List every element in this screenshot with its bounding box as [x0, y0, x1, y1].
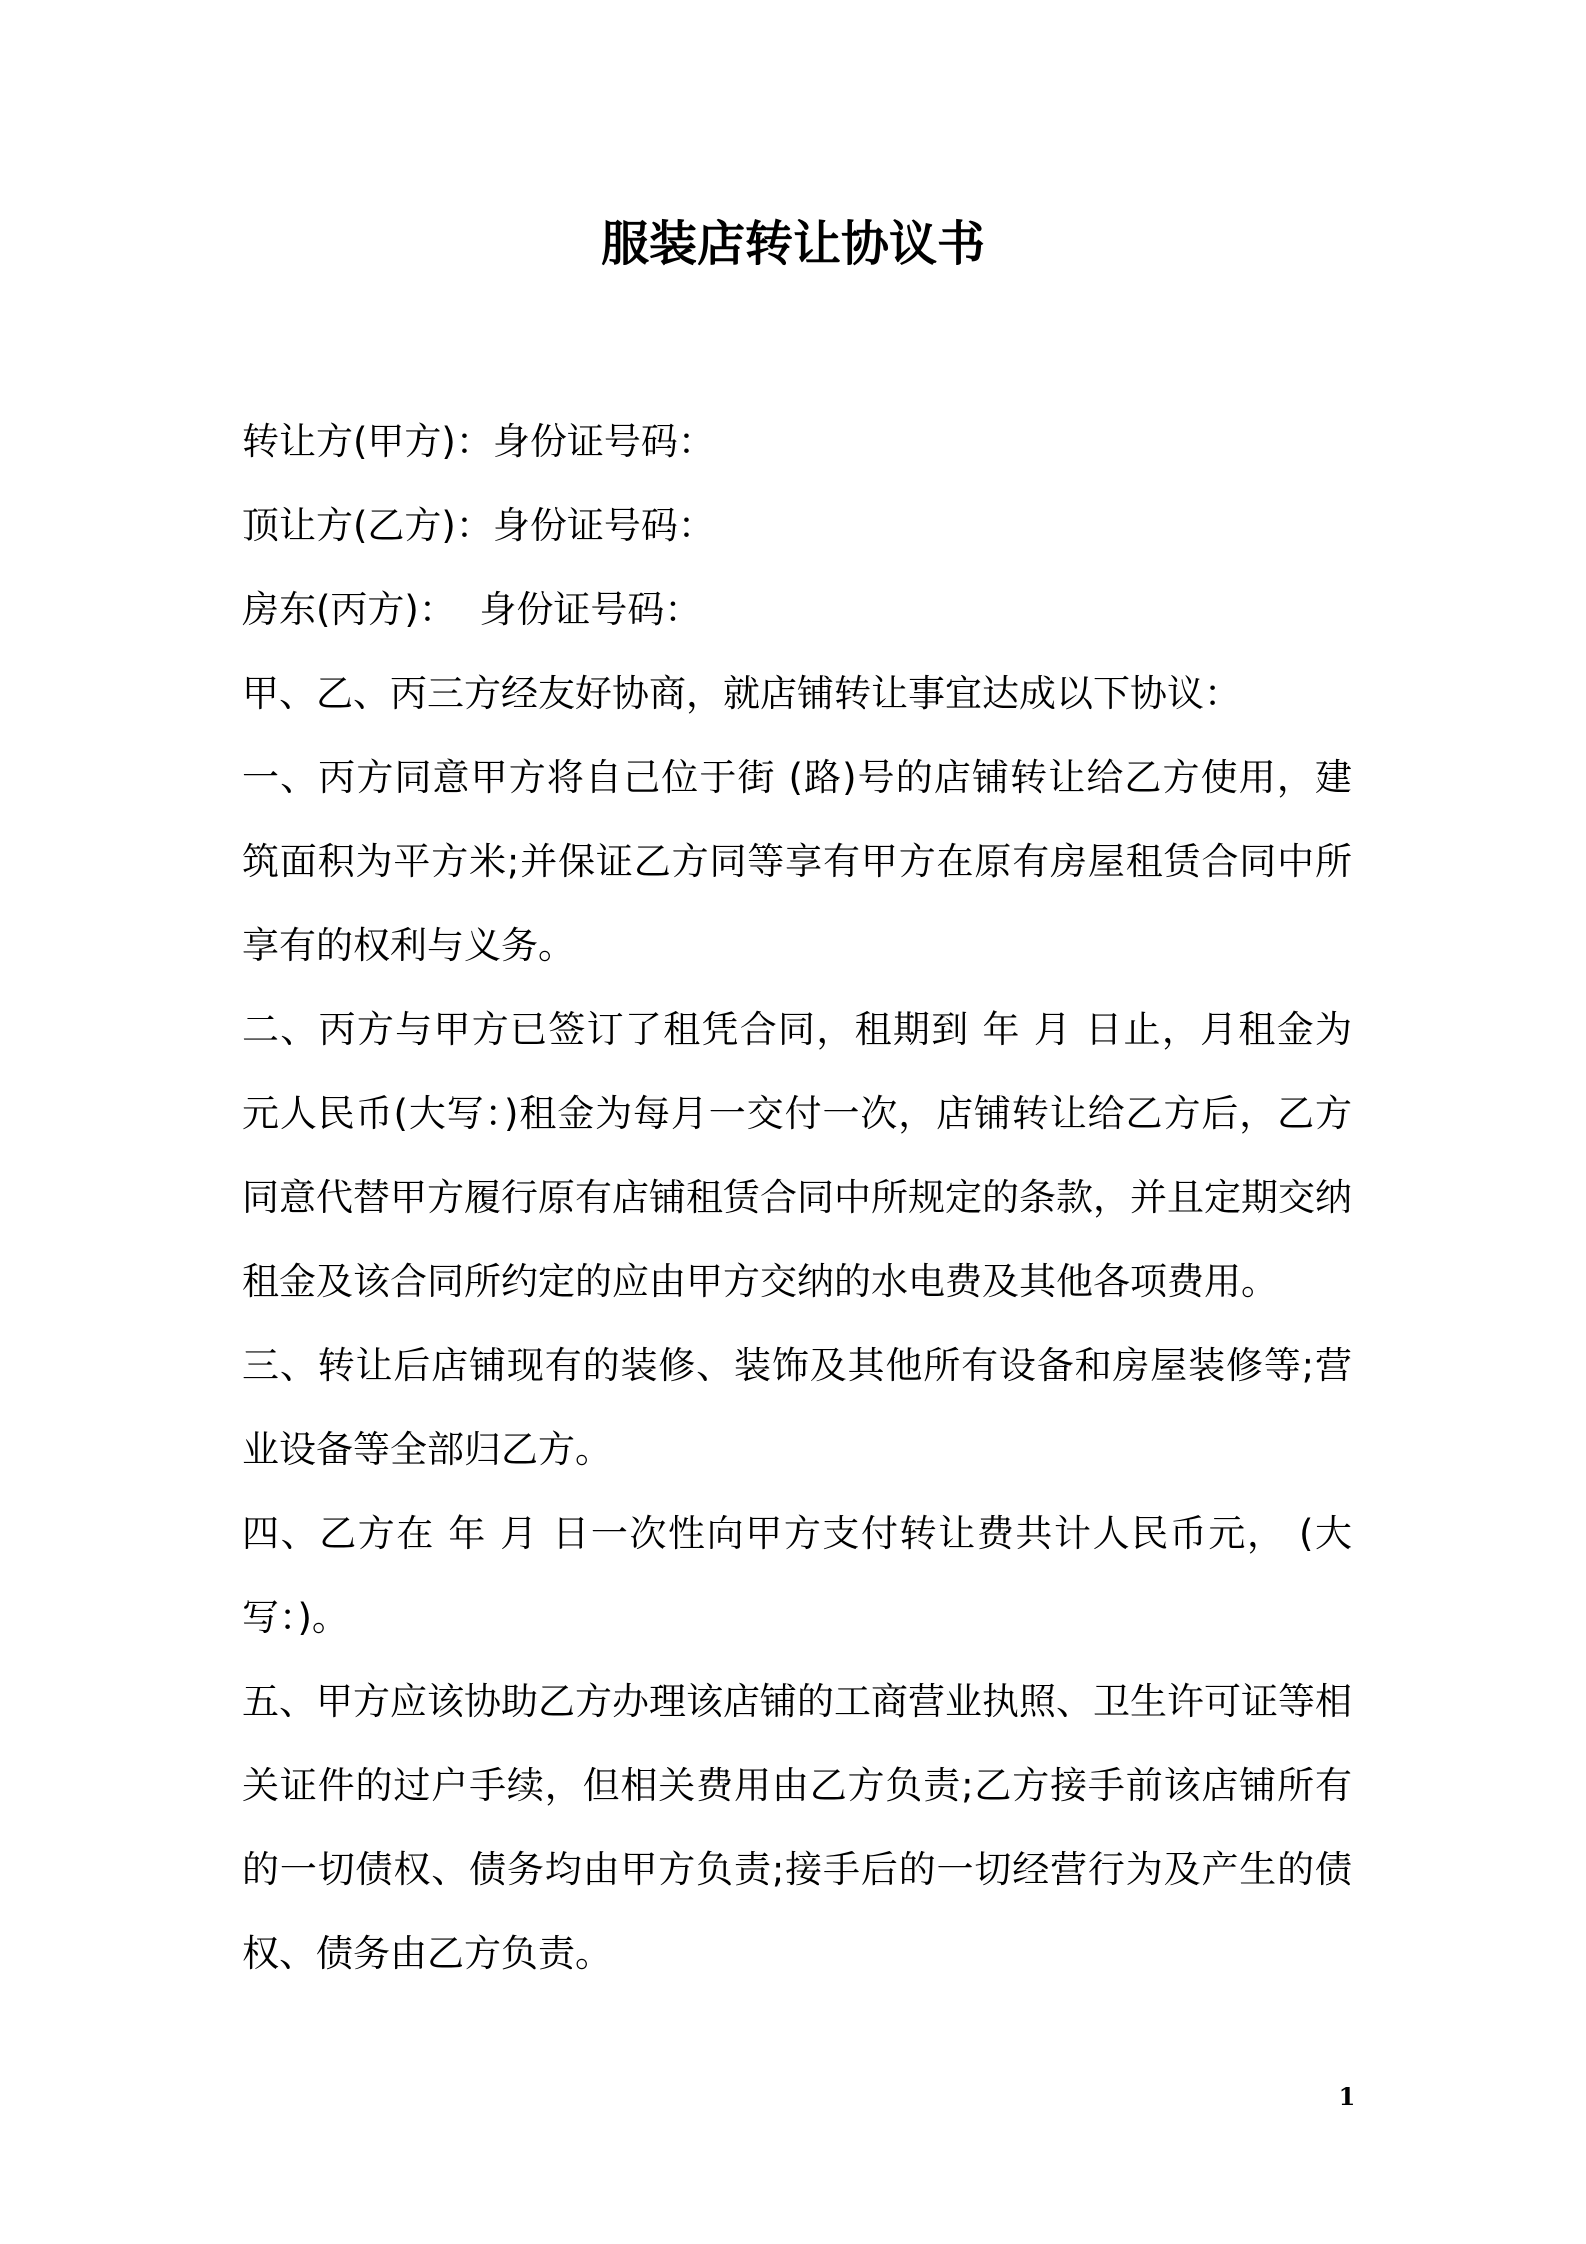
- party-landlord-line: 房东(丙方)： 身份证号码：: [242, 588, 702, 631]
- intro-paragraph: 甲、乙、丙三方经友好协商，就店铺转让事宜达成以下协议：: [242, 672, 1241, 715]
- document-title: 服装店转让协议书: [600, 216, 985, 272]
- clause-5: 五、甲方应该协助乙方办理该店铺的工商营业执照、卫生许可证等相关证件的过户手续，但相关费用由乙方负责;乙方接手前该店铺所有的一切债权、债务均由甲方负责;接手后的一切经营行为及产生的债权、债务由乙方负责。: [242, 1680, 1352, 1975]
- clause-1: 一、丙方同意甲方将自己位于街 (路)号的店铺转让给乙方使用，建筑面积为平方米;并保证乙方同等享有甲方在原有房屋租赁合同中所享有的权利与义务。: [242, 756, 1352, 967]
- clause-2: 二、丙方与甲方已签订了租凭合同，租期到 年 月 日止，月租金为 元人民币(大写：)租金为每月一交付一次，店铺转让给乙方后，乙方同意代替甲方履行原有店铺租赁合同中所规定的条款，并且定期交纳租金及该合同所约定的应由甲方交纳的水电费及其他各项费用。: [242, 1008, 1352, 1303]
- document-body: [242, 400, 1352, 1996]
- party-transferor-line: 转让方(甲方)：身份证号码：: [242, 420, 715, 463]
- clause-4: 四、乙方在 年 月 日一次性向甲方支付转让费共计人民币元， (大写：)。: [242, 1512, 1352, 1639]
- clause-3: 三、转让后店铺现有的装修、装饰及其他所有设备和房屋装修等;营业设备等全部归乙方。: [242, 1344, 1352, 1471]
- party-transferee-line: 顶让方(乙方)：身份证号码：: [242, 504, 715, 547]
- page-number: 1: [1338, 2082, 1356, 2111]
